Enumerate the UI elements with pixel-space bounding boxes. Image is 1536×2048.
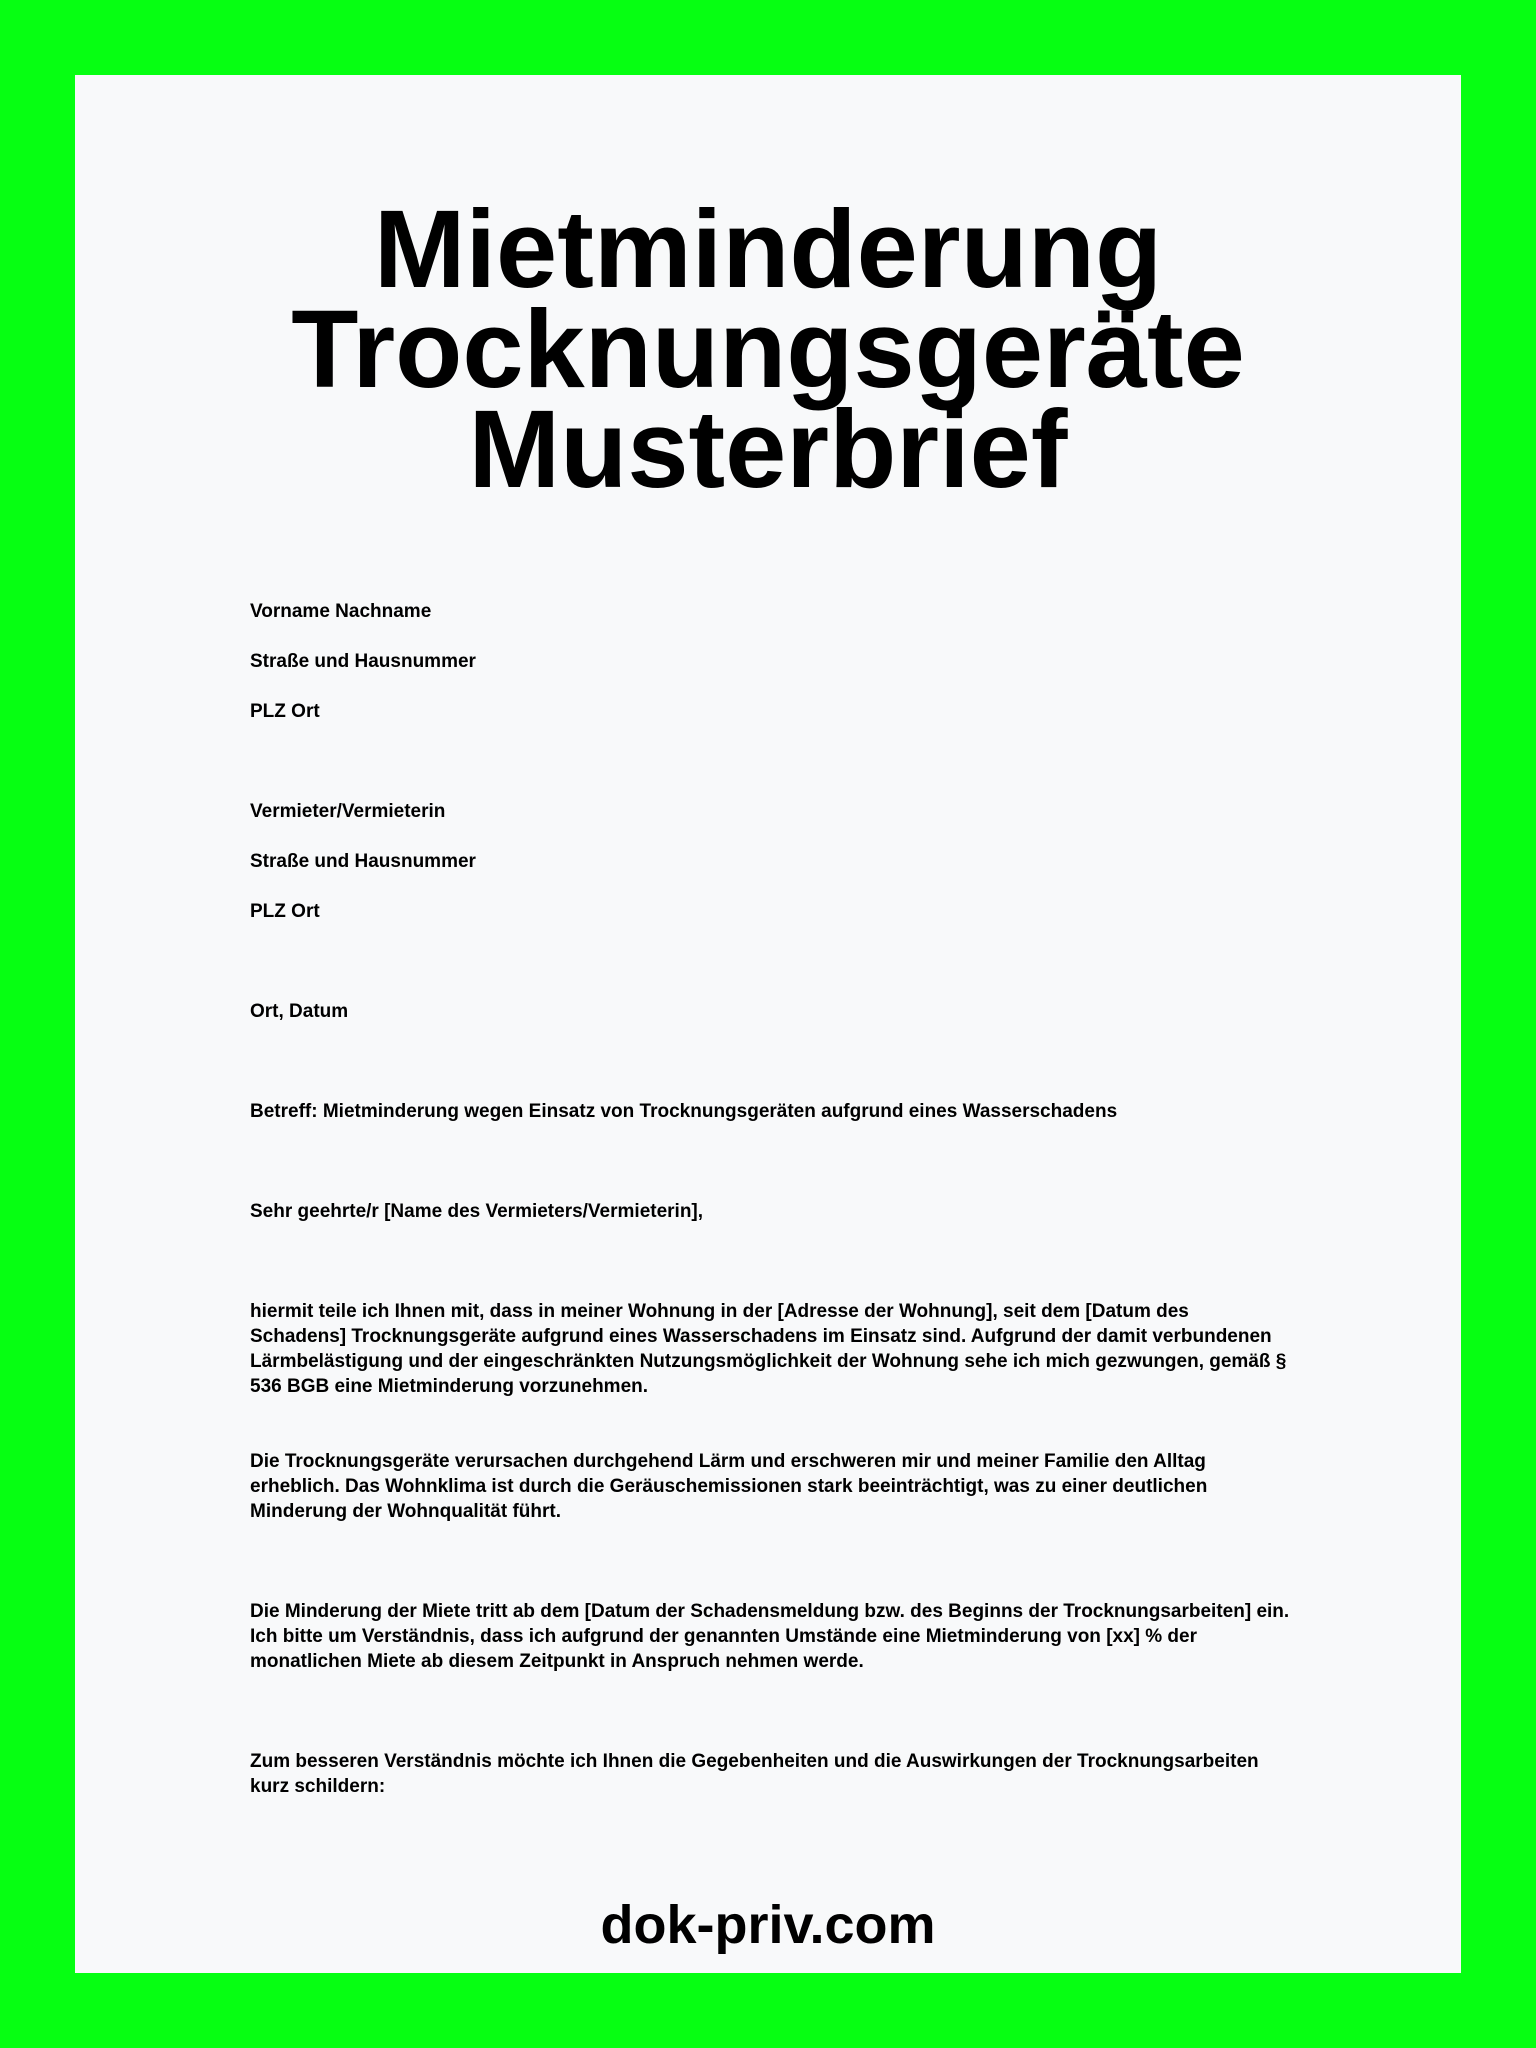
- recipient-name: Vermieter/Vermieterin: [250, 801, 446, 822]
- sender-name: Vorname Nachname: [250, 601, 432, 622]
- body-paragraph-4: Zum besseren Verständnis möchte ich Ihnen die Gegebenheiten und die Auswirkungen der Trocknungsarbeiten kurz schildern:: [250, 1751, 1259, 1797]
- footer-website: dok-priv.com: [600, 1895, 936, 1955]
- document-page: [75, 75, 1461, 1973]
- salutation: Sehr geehrte/r [Name des Vermieters/Vermieterin],: [250, 1201, 704, 1222]
- document-title: [75, 188, 1461, 511]
- body-paragraph-3: Die Minderung der Miete tritt ab dem [Datum der Schadensmeldung bzw. des Beginns der Trocknungsarbeiten] ein. Ich bitte um Verständnis, dass ich aufgrund der genannten Umstände eine Mietminderung von [xx] % der monatlichen Miete ab diesem Zeitpunkt in Anspruch nehmen werde.: [250, 1601, 1290, 1672]
- place-date: Ort, Datum: [250, 1001, 349, 1022]
- body-paragraph-2: Die Trocknungsgeräte verursachen durchgehend Lärm und erschweren mir und meiner Familie den Alltag erheblich. Das Wohnklima ist durch die Geräuschemissionen stark beeinträchtigt, was zu einer deutlichen Minderung der Wohnqualität führt.: [250, 1451, 1208, 1522]
- recipient-city: PLZ Ort: [250, 901, 320, 922]
- recipient-street: Straße und Hausnummer: [250, 851, 476, 872]
- title-line-2: Trocknungsgeräte: [291, 288, 1245, 411]
- body-paragraph-1: hiermit teile ich Ihnen mit, dass in meiner Wohnung in der [Adresse der Wohnung], seit dem [Datum des Schadens] Trocknungsgeräte aufgrund eines Wasserschadens im Einsatz sind. Aufgrund der damit verbundenen Lärmbelästigung und der eingeschränkten Nutzungsmöglichkeit der Wohnung sehe ich mich gezwungen, gemäß § 536 BGB eine Mietminderung vorzunehmen.: [250, 1301, 1287, 1397]
- sender-street: Straße und Hausnummer: [250, 651, 476, 672]
- title-line-3: Musterbrief: [468, 388, 1068, 511]
- title-line-1: Mietminderung: [373, 188, 1163, 311]
- sender-city: PLZ Ort: [250, 701, 320, 722]
- subject-line: Betreff: Mietminderung wegen Einsatz von Trocknungsgeräten aufgrund eines Wasserschadens: [250, 1101, 1118, 1122]
